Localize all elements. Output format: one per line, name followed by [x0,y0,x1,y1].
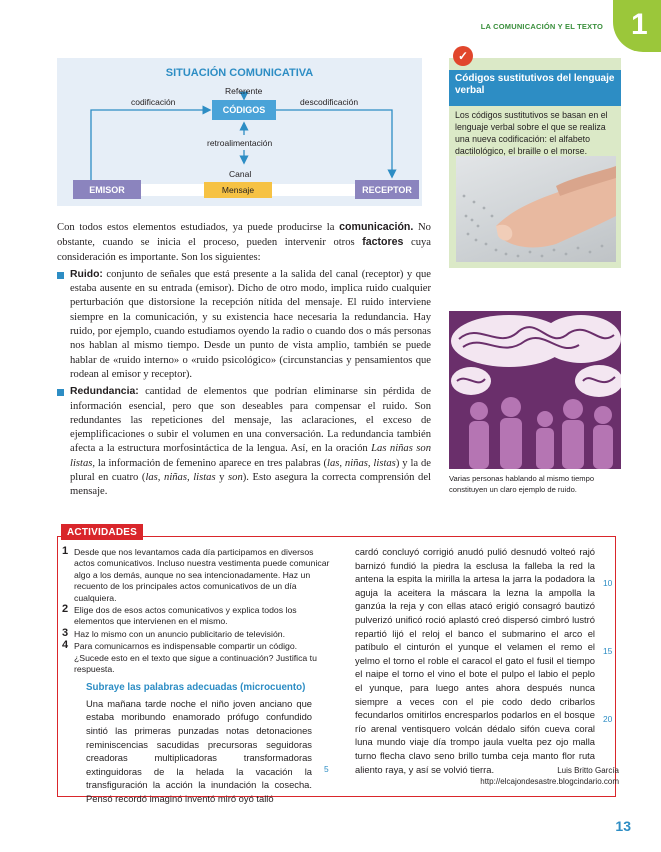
mensaje-box: Mensaje [204,182,272,198]
descodificacion-label: descodificación [300,97,359,107]
codigos-box: CÓDIGOS [212,100,276,120]
activity-number: 4 [62,639,69,652]
line-number: 5 [324,764,329,774]
activities-tag: ACTIVIDADES [61,524,143,540]
info-box-text: Los códigos sustitutivos se basan en el lenguaje verbal sobre el que se realiza una nueva codificación: el alfabeto dactilológico, el braille o el morse. [455,110,608,156]
codificacion-arrow [91,110,209,180]
story-source: http://elcajondesastre.blogcindario.com [480,777,619,786]
line-number: 20 [603,714,613,724]
activity-item [62,641,332,675]
ruido-item: Ruido: conjunto de señales que está presente a la salida del canal (receptor) y que estaba ausente en su entrada (emisor). Dicho de otro modo, implica ruido cualquier perturbación que distorsione la recepción nítida del mensaje. El ruido interviene siempre en la comunicación, y su existencia hace necesaria la redundancia. Hay ruido, por ejemplo, cuando estudiamos oyendo la radio o cuando dos o más personas nos hablan al mismo tiempo. Desde un punto de vista amplio, también se puede hablar de «ruido interno» o «ruido psicológico» (circunstancias y pensamientos que rodean al emisor y receptor). [57,268,431,382]
bullet-square-icon [57,389,64,396]
checkmark-icon: ✓ [453,46,473,66]
activity-item [62,547,332,604]
activity-number: 3 [62,626,69,639]
info-box-title: Códigos sustitutivos del lenguaje verbal [449,70,621,106]
line-number: 10 [603,578,613,588]
activities-list [62,547,332,806]
activity-item [62,626,332,640]
main-text [57,220,431,500]
microcuento-text-right: cardó concluyó corrigió anudó pulió desnudó volteó rajó barnizó fundió la piedra la esclusa la falleba la red la antena la espita la mirilla la artesa la jarra la podadora la aguja la aceitera la máscara la lezna la ampolla la ganzúa la reja y con ellas atacó erigió consagró bautizó pulverizó unificó roció aplastó creó dispersó cimbró lustró repartió lijó el reloj el banco el submarino el arco el patíbulo el cinturón el yunque el velamen el remo el yelmo el torno el roble el caracol el gato el fusil el tiempo el naipe el torno el vino el bote el pulpo el labio el peplo el yunque, para luego antes ahora después nunca siempre a veces con el pie codo dedo cribarlos fecundarlos omitirlos encresparlos podarlos en el bosque río arenal ventisquero volcán dédalo sifón cueva coral luna mundo viaje día trompo jaula vuelta pez ojo malla turno flecha clavo seno brillo tumba ceja manto flor ruta aliento raya, y así se volvió tierra. [355,546,595,775]
line-number: 15 [603,646,613,656]
braille-hand-illustration [456,156,616,262]
activity-text: Haz lo mismo con un anuncio publicitario de televisión. [74,628,286,639]
diagram-title: SITUACIÓN COMUNICATIVA [165,67,314,79]
receptor-box: RECEPTOR [355,180,419,199]
communication-diagram [57,58,422,206]
braille-photo [456,156,616,262]
activity-number: 2 [62,603,69,616]
chapter-number: 1 [631,8,648,41]
canal-label: Canal [229,169,252,179]
activity-text: Para comunicarnos es indispensable compartir un código. ¿Sucede esto en el texto que sigue a continuación? Justifica tu respuesta. [74,641,317,675]
activity-item [62,605,332,628]
people-talking-illustration [449,311,621,469]
emisor-box: EMISOR [73,180,141,199]
page-number: 13 [615,818,631,834]
retroalimentacion-label: retroalimentación [207,138,273,148]
illustration-caption: Varias personas hablando al mismo tiempo constituyen un claro ejemplo de ruido. [449,474,595,494]
codificacion-label: codificación [131,97,176,107]
microcuento-title: Subraye las palabras adecuadas (microcuento) [86,682,306,694]
bullet-square-icon [57,272,64,279]
redundancia-item: Redundancia: cantidad de elementos que podrían eliminarse sin pérdida de información esencial, pero que son deseables para compensar el ruido. Son redundantes las repeticiones del mensaje, las aclaraciones, el exceso de ejemplificaciones o subir el volumen en una conversación. La redundancia también afecta a la estructura morfosintáctica de la lengua. Así, en la oración Las niñas son listas, la información de femenino aparece en tres palabras (las, niñas, listas) y la de plural en cuatro (las, niñas, listas y son). Esto asegura la correcta comprensión del mensaje. [57,385,431,499]
descodificacion-arrow [276,110,392,176]
referente-label: Referente [225,86,263,96]
activity-text: Elige dos de esos actos comunicativos y explica todos los elementos que intervienen en el mismo. [74,605,297,627]
intro-paragraph: Con todos estos elementos estudiados, ya puede producirse la comunicación. No obstante, cuando se inicia el proceso, pueden intervenir otros factores cuya consideración es importante. Son los siguientes: [57,221,431,263]
microcuento-text-left: Una mañana tarde noche el niño joven anciano que estaba moribundo enamorado prófugo confundido sintió las primeras punzadas notas detonaciones reminiscencias sacudidas precursoras seguidoras creadoras multiplicadoras transformadoras extinguidoras de la helada la vacación la transfiguración la acción la inundación la cosecha. Pensó recordó imaginó inventó miró oyó talló [86,697,312,805]
story-author: Luis Britto García [557,766,619,775]
section-header: LA COMUNICACIÓN Y EL TEXTO [480,22,603,31]
activity-number: 1 [62,545,69,557]
activity-text: Desde que nos levantamos cada día participamos en diversos actos comunicativos. Incluso nuestra vestimenta puede comunicar algo a los demás, aunque no sea intencionadamente. Haz un recuento de los principales actos comunicativos de un día cualquiera. [74,547,330,603]
chapter-badge [613,0,661,52]
noise-illustration [449,311,621,469]
